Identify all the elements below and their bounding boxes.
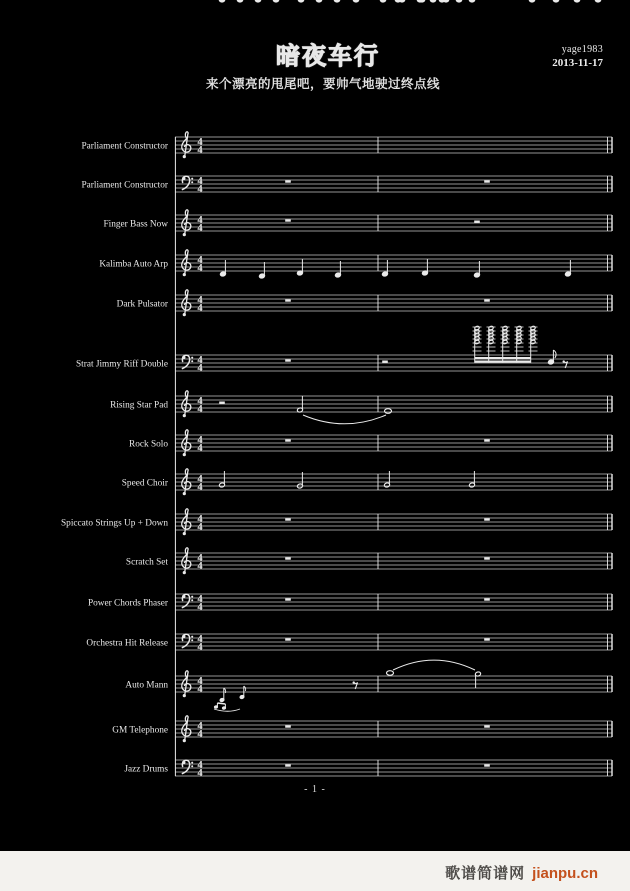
- svg-text:4: 4: [197, 602, 203, 613]
- svg-text:4: 4: [197, 729, 203, 740]
- whole-rest: [285, 764, 291, 766]
- staff-label: Scratch Set: [125, 557, 168, 568]
- staff-lines: [175, 435, 612, 451]
- svg-text:4: 4: [197, 720, 203, 732]
- staff-row: [126, 548, 612, 574]
- staff-label: Finger Bass Now: [103, 219, 168, 230]
- half-note: [469, 471, 475, 488]
- svg-text:4: 4: [197, 404, 203, 415]
- svg-text:4: 4: [197, 561, 203, 572]
- staff-row: [61, 509, 612, 535]
- whole-rest: [285, 518, 291, 520]
- whole-rest: [484, 764, 490, 766]
- svg-text:4: 4: [197, 675, 203, 687]
- whole-rest: [484, 638, 490, 640]
- staff-label: Kalimba Auto Arp: [99, 259, 168, 270]
- whole-rest: [285, 439, 291, 441]
- time-signature: [197, 435, 203, 454]
- time-signature: [197, 676, 203, 695]
- svg-text:4: 4: [197, 136, 203, 148]
- whole-rest: [285, 180, 291, 182]
- svg-text:4: 4: [197, 303, 203, 314]
- staff-row: [99, 250, 612, 279]
- staff-label: Auto Mann: [125, 680, 168, 691]
- staff-label: Dark Pulsator: [116, 299, 168, 310]
- svg-text:4: 4: [197, 768, 203, 779]
- staff-lines: [175, 295, 612, 311]
- svg-text:4: 4: [197, 254, 203, 266]
- svg-text:4: 4: [197, 434, 203, 446]
- staff-label: Jazz Drums: [124, 764, 168, 775]
- whole-rest: [484, 725, 490, 727]
- whole-rest: [484, 299, 490, 301]
- whole-rest: [285, 598, 291, 600]
- staff-lines: [175, 215, 612, 231]
- bass-clef-icon: [182, 634, 193, 647]
- svg-text:4: 4: [197, 642, 203, 653]
- half-rest: [219, 402, 225, 404]
- staff-lines: [175, 137, 612, 153]
- whole-rest: [484, 518, 490, 520]
- half-rest: [474, 221, 480, 223]
- whole-rest: [484, 439, 490, 441]
- svg-text:4: 4: [197, 633, 203, 645]
- quarter-note: [565, 260, 571, 277]
- time-signature: [197, 760, 203, 779]
- staff-label: Speed Choir: [121, 478, 168, 489]
- half-note: [384, 471, 390, 488]
- time-signature: [197, 553, 203, 572]
- staff-lines: [175, 514, 612, 530]
- time-signature: [197, 514, 203, 533]
- score-header: [0, 0, 630, 92]
- time-signature: [197, 634, 203, 653]
- watermark-site-name: 歌谱简谱网: [445, 865, 526, 882]
- staff-lines: [175, 553, 612, 569]
- score-meta: [552, 44, 603, 69]
- whole-rest: [484, 598, 490, 600]
- quarter-note: [259, 262, 265, 279]
- svg-text:4: 4: [197, 684, 203, 695]
- score-title: 暗夜车行: [276, 44, 380, 70]
- svg-text:4: 4: [197, 513, 203, 525]
- bass-clef-icon: [182, 760, 193, 773]
- time-signature: [197, 176, 203, 195]
- author-name: yage1983: [561, 44, 603, 55]
- whole-rest: [285, 219, 291, 221]
- staff-lines: [175, 474, 612, 490]
- whole-note: [387, 671, 394, 676]
- svg-text:4: 4: [197, 443, 203, 454]
- eighth-note: [548, 350, 556, 365]
- staff-row: [86, 634, 612, 653]
- staff-label: Strat Jimmy Riff Double: [75, 359, 168, 370]
- time-signature: [197, 215, 203, 234]
- staff-lines: [175, 255, 612, 271]
- bass-clef-icon: [182, 176, 193, 189]
- staff-lines: [175, 721, 612, 737]
- staff-lines: [175, 634, 612, 650]
- quarter-note: [474, 261, 480, 278]
- staff-row: [112, 716, 612, 742]
- time-signature: [197, 396, 203, 415]
- svg-text:4: 4: [197, 482, 203, 493]
- svg-text:4: 4: [197, 593, 203, 605]
- slur: [303, 415, 386, 424]
- staff-row: [110, 391, 612, 424]
- svg-text:4: 4: [197, 395, 203, 407]
- staff-label: Power Chords Phaser: [87, 598, 168, 609]
- score-date: 2013-11-17: [552, 57, 603, 69]
- staff-lines: [175, 355, 612, 371]
- whole-rest: [285, 359, 291, 361]
- time-signature: [197, 137, 203, 156]
- staff-row: [122, 469, 612, 495]
- whole-rest: [285, 725, 291, 727]
- svg-text:4: 4: [197, 473, 203, 485]
- staff-label: Spiccato Strings Up + Down: [61, 518, 168, 529]
- staff-row: [124, 760, 612, 779]
- staff-row: [76, 326, 612, 374]
- svg-text:4: 4: [197, 294, 203, 306]
- whole-note: [385, 409, 392, 414]
- staff-label: Parliament Constructor: [81, 180, 168, 191]
- staff-label: GM Telephone: [112, 725, 168, 736]
- staff-lines: [175, 760, 612, 776]
- svg-text:4: 4: [197, 354, 203, 366]
- svg-text:4: 4: [197, 263, 203, 274]
- svg-text:4: 4: [197, 759, 203, 771]
- staff-row: [117, 290, 612, 316]
- staff-row: [125, 660, 612, 711]
- svg-text:4: 4: [197, 214, 203, 226]
- watermark-footer: [0, 851, 630, 891]
- staff-lines: [175, 594, 612, 610]
- time-signature: [197, 474, 203, 493]
- svg-text:4: 4: [197, 184, 203, 195]
- grace-notes: [214, 686, 246, 711]
- time-signature: [197, 355, 203, 374]
- svg-text:4: 4: [197, 363, 203, 374]
- whole-rest: [285, 638, 291, 640]
- whole-rest: [484, 557, 490, 559]
- staff-label: Rock Solo: [129, 439, 168, 450]
- whole-rest: [484, 180, 490, 182]
- chord-cluster: [473, 326, 538, 363]
- staff-label: Rising Star Pad: [110, 400, 168, 411]
- half-rest: [382, 361, 388, 363]
- svg-text:4: 4: [197, 175, 203, 187]
- staff-lines: [175, 176, 612, 192]
- svg-text:4: 4: [197, 552, 203, 564]
- half-note: [219, 471, 225, 488]
- quarter-note: [220, 260, 226, 277]
- slur: [393, 660, 475, 670]
- staff-row: [88, 594, 612, 613]
- bass-clef-icon: [182, 355, 193, 368]
- staff-lines: [175, 676, 612, 692]
- staff-label: Parliament Constructor: [81, 141, 168, 152]
- svg-text:4: 4: [197, 522, 203, 533]
- quarter-note: [382, 260, 388, 277]
- staff-row: [82, 176, 613, 195]
- svg-text:4: 4: [197, 145, 203, 156]
- whole-rest: [285, 557, 291, 559]
- page-number: - 1 -: [304, 784, 326, 795]
- time-signature: [197, 255, 203, 274]
- score-subtitle: 来个漂亮的甩尾吧，要帅气地驶过终点线: [205, 77, 440, 91]
- time-signature: [197, 721, 203, 740]
- staff-lines: [175, 396, 612, 412]
- whole-rest: [285, 299, 291, 301]
- watermark-domain-link[interactable]: jianpu.cn: [532, 865, 598, 882]
- staff-row: [129, 430, 612, 456]
- svg-text:4: 4: [197, 223, 203, 234]
- quarter-note: [335, 261, 341, 278]
- time-signature: [197, 295, 203, 314]
- staff-label: Orchestra Hit Release: [86, 638, 168, 649]
- bass-clef-icon: [182, 594, 193, 607]
- time-signature: [197, 594, 203, 613]
